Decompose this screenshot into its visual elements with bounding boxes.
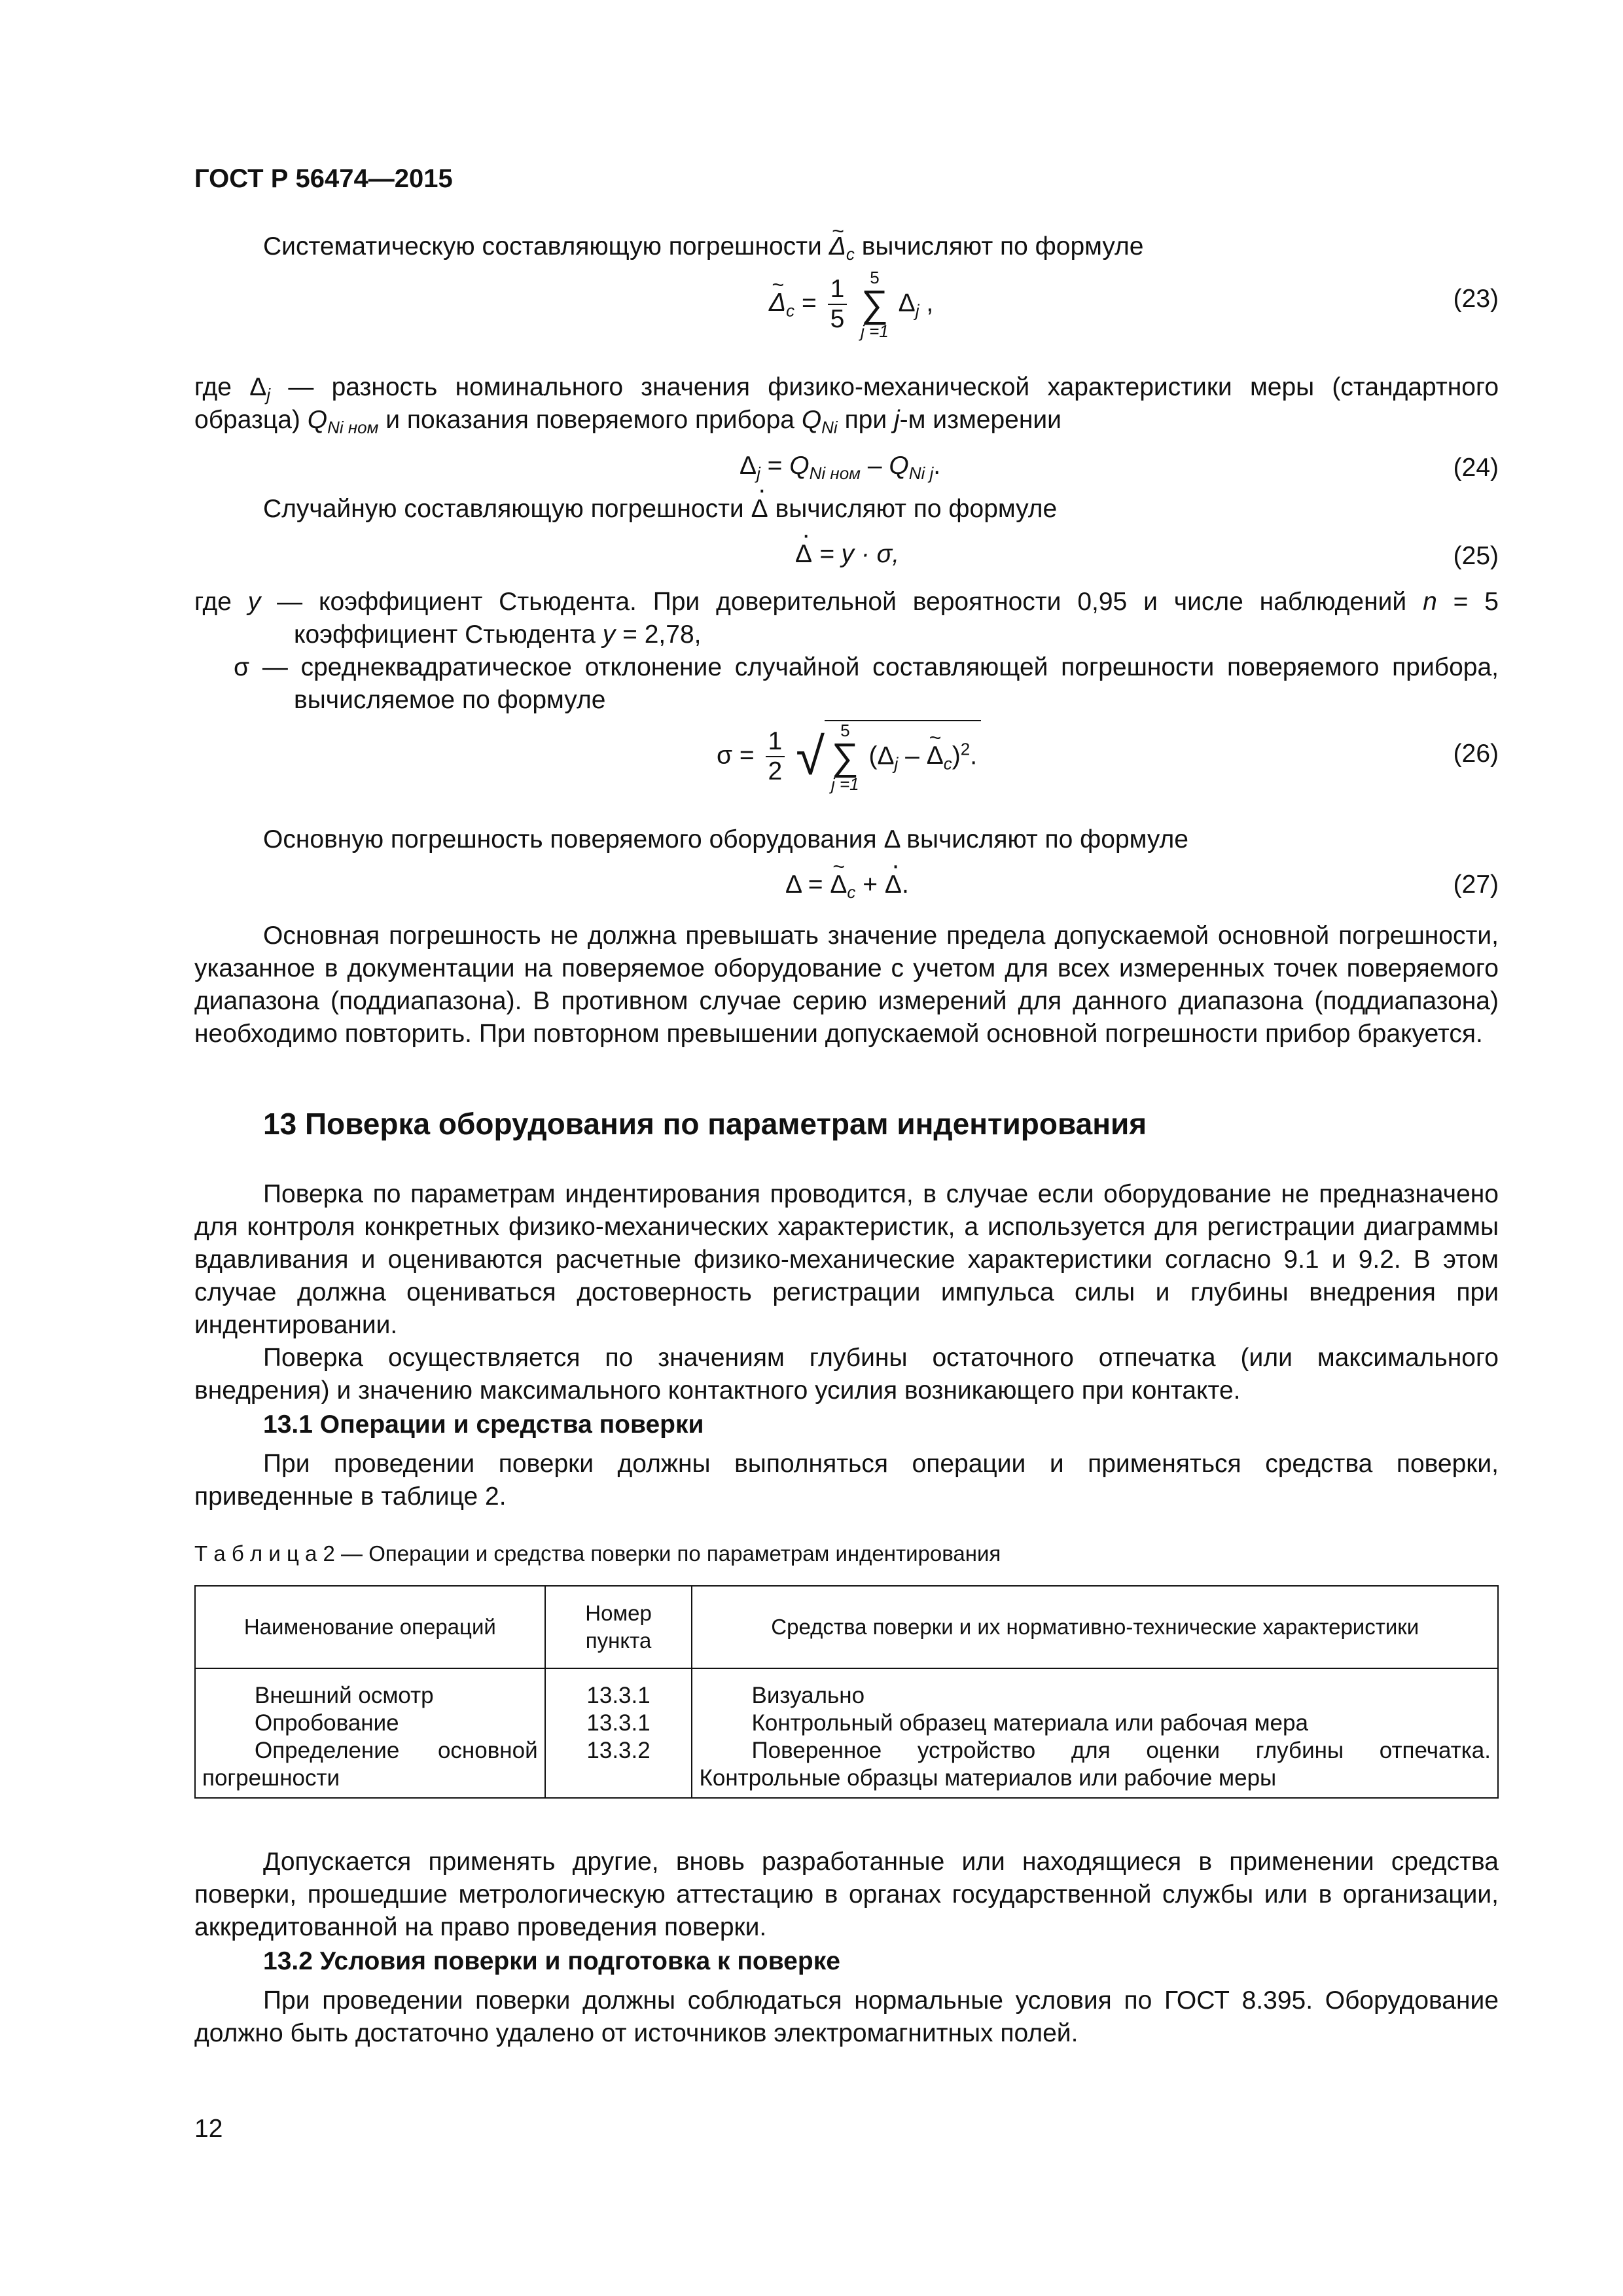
formula-26: σ = $\frac{1}{2}$ √ 5 ∑ j =1 ($\Delta_j$ – ~ $\Delta_c)^2$. xyxy=(717,720,981,793)
document-header: ГОСТ Р 56474—2015 xyxy=(194,164,453,193)
definition-y: где y — коэффициент Стьюдента. При доверительной вероятности 0,95 и числе наблюдений n = 5 коэффициент Стьюдента y = 2,78, xyxy=(194,588,1499,649)
table-header-row xyxy=(195,1586,1498,1668)
definition-sigma: σ — среднеквадратическое отклонение случайной составляющей погрешности поверяемого прибора, вычисляемое по формуле xyxy=(234,653,1499,714)
formula-27: Δ = ~ $\Delta_c$ + · Δ. xyxy=(785,870,909,899)
means-item: Поверенное устройство для оценки глубины отпечатка. Контрольные образцы материалов или рабочие меры xyxy=(699,1738,1491,1791)
table-header-operations: Наименование операций xyxy=(195,1586,545,1668)
table-row xyxy=(195,1668,1498,1798)
equation-number-23: (23) xyxy=(1453,285,1499,313)
table-2 xyxy=(194,1585,1499,1799)
subsection-13-1-title: 13.1 Операции и средства поверки xyxy=(263,1410,704,1439)
paragraph-allowed-means: Допускается применять другие, вновь разработанные или находящиеся в применении средства поверки, прошедшие метрологическую аттестацию в органах государственной службы или в организации, аккредитованной на право проведения поверки. xyxy=(194,1848,1499,1941)
operation-item: Определение основной погрешности xyxy=(202,1738,538,1791)
operation-item: Опробование xyxy=(255,1710,399,1736)
equation-number-24: (24) xyxy=(1453,454,1499,482)
item-number: 13.3.1 xyxy=(586,1710,651,1736)
item-number: 13.3.2 xyxy=(586,1738,651,1763)
formula-24: $\Delta_j = Q_{Ni ном} - Q_{Ni j}$. xyxy=(740,452,941,483)
paragraph-13-2: При проведении поверки должны соблюдаться нормальные условия по ГОСТ 8.395. Оборудование должно быть достаточно удалено от источников электромагнитных полей. xyxy=(194,1986,1499,2047)
item-number: 13.3.1 xyxy=(586,1683,651,1708)
means-item: Контрольный образец материала или рабочая мера xyxy=(751,1710,1308,1736)
table-cell-item-numbers xyxy=(545,1668,692,1798)
paragraph-random-intro: Случайную составляющую погрешности · Δ вычисляют по формуле xyxy=(263,493,1507,526)
paragraph-13-1: При проведении поверки должны выполняться операции и применяться средства поверки, приведенные в таблице 2. xyxy=(194,1450,1499,1511)
section-13-title: 13 Поверка оборудования по параметрам индентирования xyxy=(263,1107,1147,1141)
operation-item: Внешний осмотр xyxy=(255,1683,434,1708)
paragraph-delta-definition: где $\Delta_j$ — разность номинального значения физико-механической характеристики меры (стандартного образца) $Q_{Ni ном}$ и показания поверяемого прибора $Q_{Ni}$ при j-м измерении xyxy=(194,373,1499,437)
formula-23: ~ $\Delta_c$ = $\frac{1}{5}$ 5 ∑ j =1 $\Delta_j$ , xyxy=(769,268,933,340)
table-cell-operations xyxy=(195,1668,545,1798)
equation-number-25: (25) xyxy=(1453,542,1499,570)
page-number: 12 xyxy=(194,2115,223,2143)
subsection-13-2-title: 13.2 Условия поверки и подготовка к поверке xyxy=(263,1947,840,1975)
table-header-item-number: Номер пункта xyxy=(545,1586,692,1668)
paragraph-main-error-limit: Основная погрешность не должна превышать значение предела допускаемой основной погрешности, указанное в документации на поверяемое оборудование с учетом для всех измеренных точек поверяемого диапазона (поддиапазона). В противном случае серию измерений для данного диапазона (поддиапазона) необходимо повторить. При повторном превышении допускаемой основной погрешности прибор бракуется. xyxy=(194,922,1499,1048)
table-header-means: Средства поверки и их нормативно-технические характеристики xyxy=(692,1586,1498,1668)
equation-number-27: (27) xyxy=(1453,870,1499,899)
formula-25: · Δ = y · σ, xyxy=(795,540,899,569)
paragraph-13-basis: Поверка осуществляется по значениям глубины остаточного отпечатка (или максимального внедрения) и значению максимального контактного усилия возникающего при контакте. xyxy=(194,1344,1499,1405)
table-cell-means xyxy=(692,1668,1498,1798)
paragraph-13-intro: Поверка по параметрам индентирования проводится, в случае если оборудование не предназначено для контроля конкретных физико-механических характеристик, а используется для регистрации диаграммы вдавливания и оцениваются расчетные физико-механические характеристики согласно 9.1 и 9.2. В этом случае должна оцениваться достоверность регистрации импульса силы и глубины внедрения при индентировании. xyxy=(194,1180,1499,1339)
table-2-caption: Т а б л и ц а 2 — Операции и средства поверки по параметрам индентирования xyxy=(194,1541,1001,1566)
equation-number-26: (26) xyxy=(1453,740,1499,768)
paragraph-systematic-intro: Систематическую составляющую погрешности ~ $\Delta_c$ вычисляют по формуле xyxy=(263,230,1507,263)
paragraph-main-error-intro: Основную погрешность поверяемого оборудования Δ вычисляют по формуле xyxy=(263,825,1188,853)
means-item: Визуально xyxy=(751,1683,865,1708)
